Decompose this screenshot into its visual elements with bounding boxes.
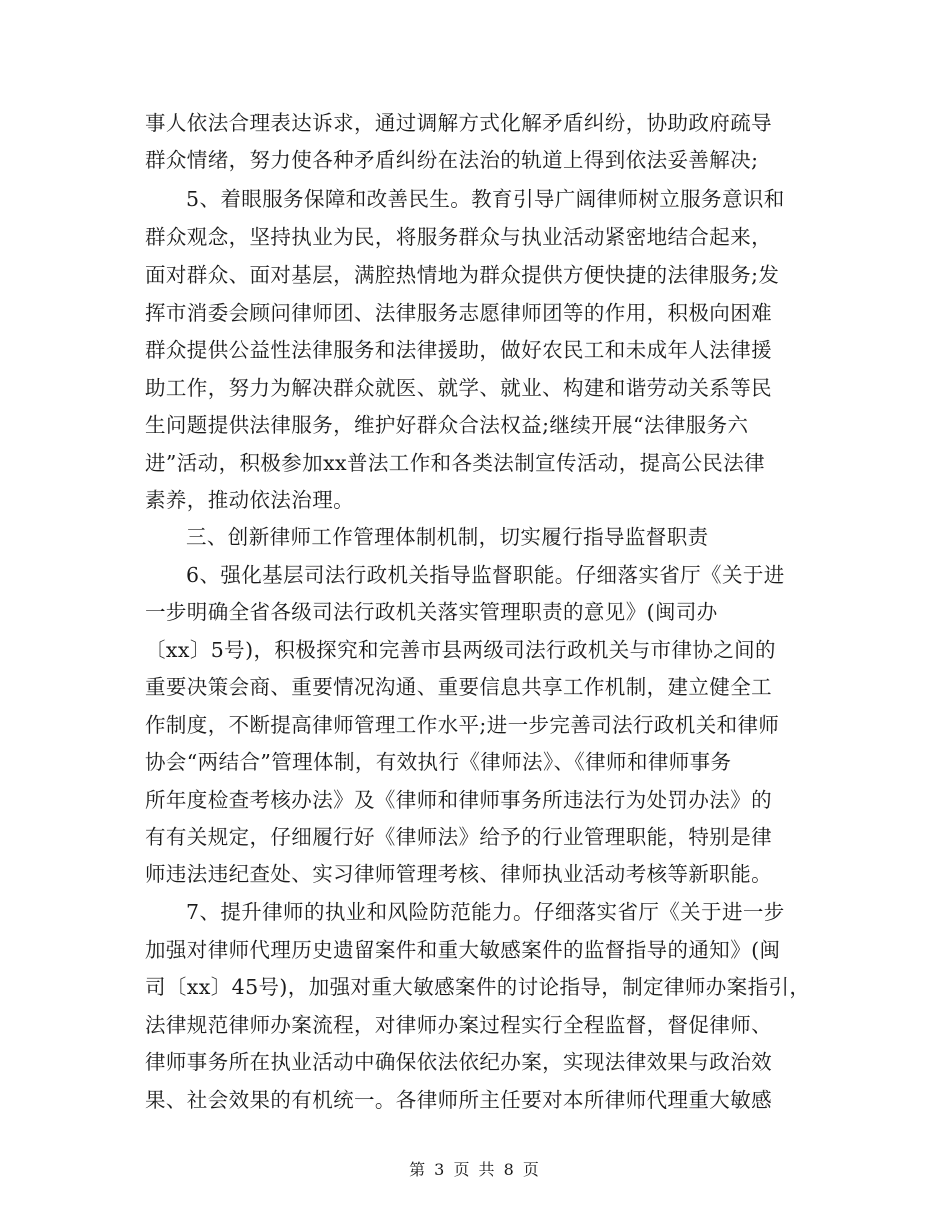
- text-line: 进”活动，积极参加xx普法工作和各类法制宣传活动，提高公民法律: [145, 451, 766, 475]
- paragraph-7-start: 7、提升律师的执业和风险防范能力。仔细落实省厅《关于进一步: [186, 900, 785, 924]
- text-line: 〔xx〕5号)，积极探究和完善市县两级司法行政机关与市律协之间的: [145, 638, 776, 662]
- paragraph-5-start: 5、着眼服务保障和改善民生。教育引导广阔律师树立服务意识和: [186, 187, 785, 211]
- text-line: 面对群众、面对基层，满腔热情地为群众提供方便快捷的法律服务;发: [145, 263, 780, 287]
- text-line: 素养，推动依法治理。: [145, 488, 354, 512]
- text-line: 挥市消委会顾问律师团、法律服务志愿律师团等的作用，积极向困难: [145, 301, 772, 325]
- text-line: 有有关规定，仔细履行好《律师法》给予的行业管理职能，特别是律: [145, 825, 772, 849]
- text-line: 律师事务所在执业活动中确保依法依纪办案，实现法律效果与政治效: [145, 1050, 772, 1074]
- text-line: 师违法违纪查处、实习律师管理考核、律师执业活动考核等新职能。: [145, 862, 772, 886]
- text-line: 生问题提供法律服务，维护好群众合法权益;继续开展“法律服务六: [145, 413, 749, 437]
- page-footer: 第 3 页 共 8 页: [409, 1160, 541, 1179]
- text-line: 重要决策会商、重要情况沟通、重要信息共享工作机制，建立健全工: [145, 675, 772, 699]
- paragraph-6-start: 6、强化基层司法行政机关指导监督职能。仔细落实省厅《关于进: [186, 563, 785, 587]
- text-line: 群众观念，坚持执业为民，将服务群众与执业活动紧密地结合起来，: [145, 225, 772, 249]
- text-line: 司〔xx〕45号)，加强对重大敏感案件的讨论指导，制定律师办案指引，: [145, 975, 811, 999]
- text-line: 法律规范律师办案流程，对律师办案过程实行全程监督，督促律师、: [145, 1013, 772, 1037]
- text-line: 一步明确全省各级司法行政机关落实管理职责的意见》(闽司办: [145, 600, 718, 624]
- text-line: 果、社会效果的有机统一。各律师所主任要对本所律师代理重大敏感: [145, 1088, 772, 1112]
- text-line: 作制度，不断提高律师管理工作水平;进一步完善司法行政机关和律师: [145, 713, 780, 737]
- text-line: 助工作，努力为解决群众就医、就学、就业、构建和谐劳动关系等民: [145, 376, 772, 400]
- text-line: 群众提供公益性法律服务和法律援助，做好农民工和未成年人法律援: [145, 338, 772, 362]
- text-line: 事人依法合理表达诉求，通过调解方式化解矛盾纠纷，协助政府疏导: [145, 111, 772, 135]
- section-heading: 三、创新律师工作管理体制机制，切实履行指导监督职责: [186, 525, 709, 549]
- text-line: 所年度检查考核办法》及《律师和律师事务所违法行为处罚办法》的: [145, 788, 772, 812]
- text-line: 协会“两结合”管理体制，有效执行《律师法》、《律师和律师事务: [145, 750, 732, 774]
- text-line: 加强对律师代理历史遗留案件和重大敏感案件的监督指导的通知》(闽: [145, 938, 781, 962]
- text-line: 群众情绪，努力使各种矛盾纠纷在法治的轨道上得到依法妥善解决;: [145, 148, 759, 172]
